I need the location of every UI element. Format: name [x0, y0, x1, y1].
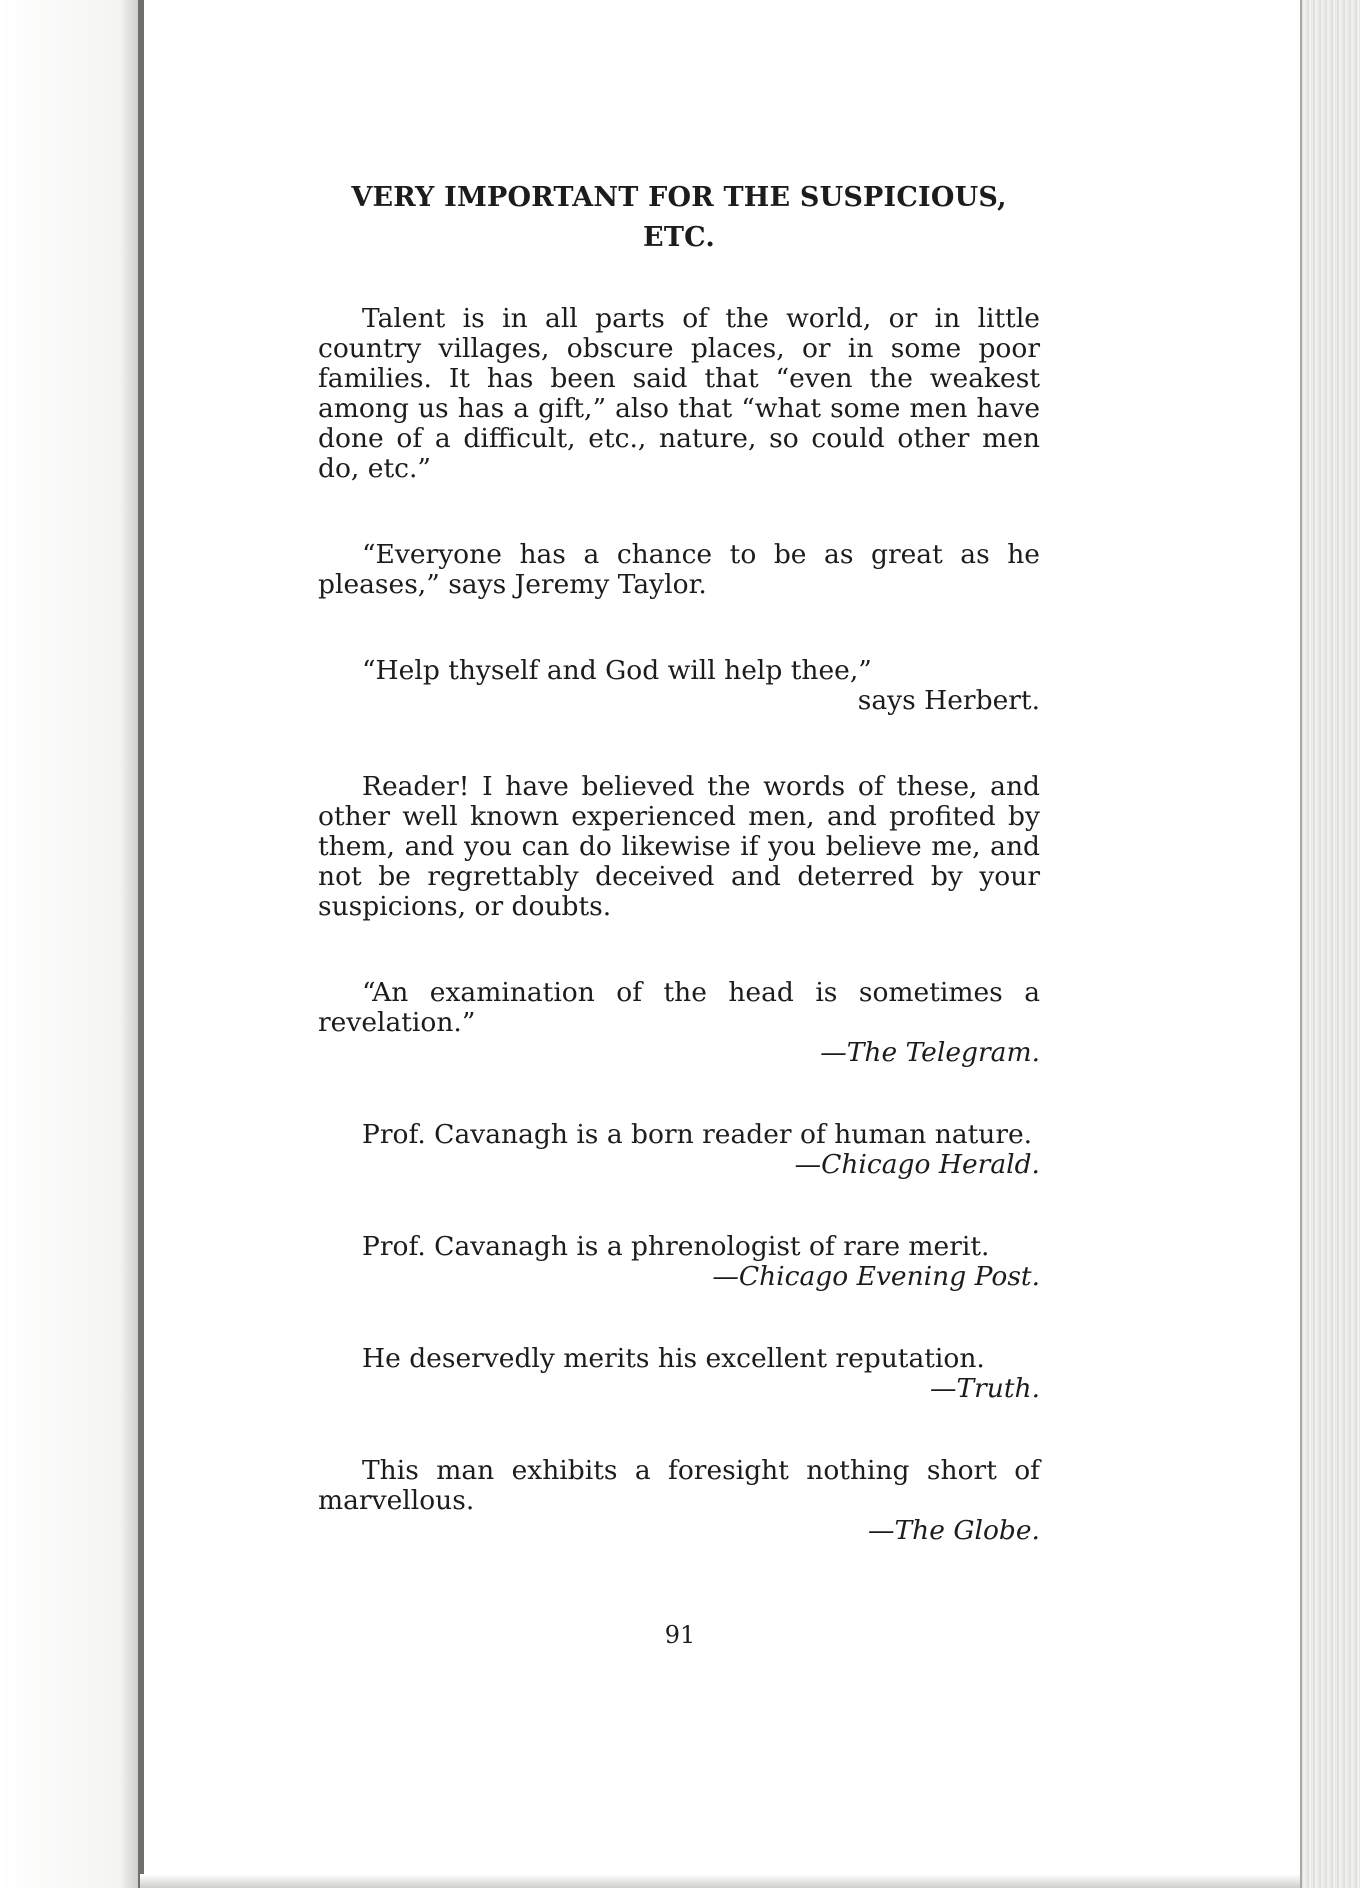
- testimonial-quote: This man exhibits a foresight nothing short of marvellous.: [318, 1455, 1040, 1516]
- talent-paragraph-block: [318, 304, 1040, 484]
- testimonial-quote: Prof. Cavanagh is a born reader of human nature.: [362, 1119, 1033, 1150]
- help-quote: “Help thyself and God will help thee,”: [362, 655, 872, 686]
- binding-gutter: [0, 0, 140, 1888]
- talent-paragraph: Talent is in all parts of the world, or in little country villages, obscure places, or in some poor families. It has been said that “even the weakest among us has a gift,” also that “what some men have done of a difficult, etc., nature, so could other men do, etc.”: [318, 303, 1040, 484]
- help-quote-block: [318, 656, 1040, 716]
- testimonial: [318, 1232, 1040, 1292]
- testimonial: [318, 978, 1040, 1068]
- testimonial-source: —Chicago Herald.: [794, 1149, 1040, 1180]
- testimonial: [318, 1120, 1040, 1180]
- heading-line-2: ETC.: [643, 222, 715, 253]
- testimonial-quote: He deservedly merits his excellent reputation.: [362, 1343, 985, 1374]
- testimonial: [318, 1344, 1040, 1404]
- help-attribution: says Herbert.: [857, 685, 1040, 716]
- reader-paragraph: Reader! I have believed the words of these, and other well known experienced men, and profited by them, and you can do likewise if you believe me, and not be regrettably deceived and deterred by your suspicions, or doubts.: [318, 771, 1040, 922]
- reader-paragraph-block: [318, 772, 1040, 922]
- page-body: [318, 178, 1040, 1546]
- testimonial-source: —Chicago Evening Post.: [712, 1261, 1040, 1292]
- page-heading: [318, 178, 1040, 258]
- testimonial-quote: “An examination of the head is sometimes a revelation.”: [318, 977, 1040, 1038]
- bottom-edge-shadow: [140, 1874, 1300, 1888]
- heading-line-1: VERY IMPORTANT FOR THE SUSPICIOUS,: [351, 182, 1007, 213]
- testimonial: [318, 1456, 1040, 1546]
- page-stack-edge: [1300, 0, 1360, 1888]
- page-stack-line: [1300, 0, 1302, 1888]
- testimonial-source: —The Telegram.: [820, 1037, 1040, 1068]
- testimonial-quote: Prof. Cavanagh is a phrenologist of rare merit.: [362, 1231, 990, 1262]
- testimonial-source: —The Globe.: [867, 1515, 1040, 1546]
- testimonial-source: —Truth.: [929, 1373, 1040, 1404]
- page-number: 91: [664, 1621, 696, 1649]
- everyone-paragraph: “Everyone has a chance to be as great as he pleases,” says Jeremy Taylor.: [318, 539, 1040, 600]
- binding-edge: [138, 0, 144, 1888]
- everyone-paragraph-block: [318, 540, 1040, 600]
